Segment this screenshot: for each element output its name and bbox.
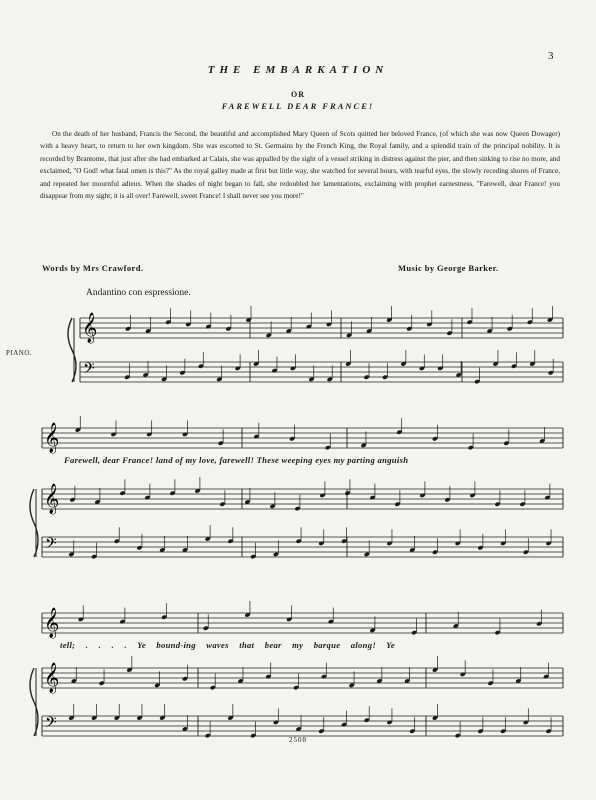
treble-clef: 𝄞 bbox=[44, 608, 60, 638]
treble-clef: 𝄞 bbox=[44, 663, 60, 693]
treble-clef: 𝄞 bbox=[44, 423, 60, 453]
bass-clef: 𝄢 bbox=[83, 360, 95, 381]
song-title: THE EMBARKATION bbox=[207, 64, 389, 76]
page-number: 3 bbox=[548, 50, 554, 62]
bass-clef: 𝄢 bbox=[45, 535, 57, 556]
title-or: OR bbox=[291, 90, 305, 99]
lyric-line-1: Farewell, dear France! land of my love, farewell! These weeping eyes my parting anguish bbox=[64, 455, 409, 465]
system-brace bbox=[30, 489, 38, 557]
system-brace bbox=[68, 318, 76, 382]
music-credit: Music by George Barker. bbox=[398, 263, 499, 273]
song-subtitle: FAREWELL DEAR FRANCE! bbox=[221, 101, 375, 111]
treble-clef: 𝄞 bbox=[82, 313, 98, 343]
words-credit: Words by Mrs Crawford. bbox=[42, 263, 144, 273]
plate-number: 2508 bbox=[289, 736, 307, 744]
tempo-marking: Andantino con espressione. bbox=[86, 288, 191, 298]
lyric-line-2: tell; . . . . Ye bound-ing waves that bear my barque along! Ye bbox=[60, 640, 395, 650]
intro-paragraph: On the death of her husband, Francis the Second, the beautiful and accomplished Mary Queen of Scots quitted her beloved France, (of which she was now Queen Dowager) with a heavy heart, to return to her own kingdom. She was escorted to St. Germains by the French King, the Royal family, and a splendid train of the principal nobility. It is recorded by Brantome, that just after she had embarked at Calais, she was appalled by the sight of a vessel striking in distress against the pier, and then sinking to rise no more, and exclaimed, "O God! what fatal omen is this?" As the royal galley made at first but little way, she watched for several hours, with tearful eyes, the slowly receding shores of France, and repeated her mournful adieux. When the shades of night began to fall, she redoubled her lamentations, exclaiming with prophet earnestness, "Farewell, dear France! you disappear from my sight; it is all over! Farewell, sweet France! I shall never see you more!" bbox=[40, 130, 560, 201]
treble-clef: 𝄞 bbox=[44, 484, 60, 514]
system-brace bbox=[30, 668, 38, 736]
piano-label: PIANO. bbox=[6, 349, 33, 357]
bass-clef: 𝄢 bbox=[45, 714, 57, 735]
